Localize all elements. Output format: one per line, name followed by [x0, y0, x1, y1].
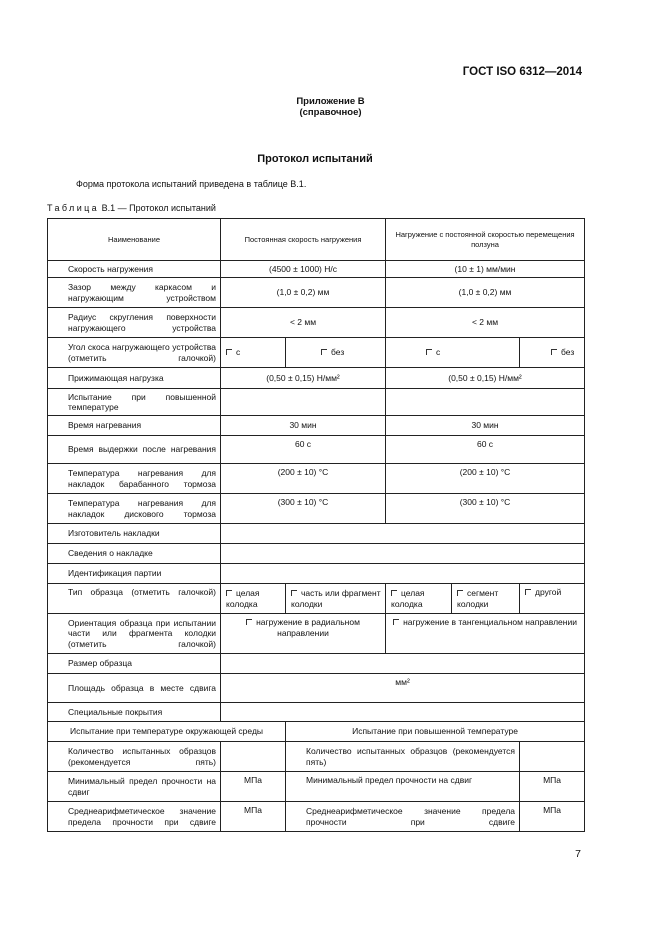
- sample-type-option-2[interactable]: часть или фрагмент колодки: [286, 584, 386, 614]
- table-row: [48, 436, 585, 464]
- table-row: [48, 524, 585, 544]
- header-name: Наименование: [48, 219, 221, 261]
- cell-value: (4500 ± 1000) Н/с: [221, 261, 386, 278]
- cell-empty: [386, 389, 585, 416]
- checkbox-icon[interactable]: [391, 590, 397, 596]
- table-row: [48, 722, 585, 742]
- table-row: [48, 464, 585, 494]
- cell-value: (10 ± 1) мм/мин: [386, 261, 585, 278]
- header-const-slide: Нагружение с постоянной скоростью перемещения ползуна: [386, 219, 585, 261]
- table-row: [48, 654, 585, 674]
- cell-empty: [221, 564, 585, 584]
- row-label: Площадь образца в месте сдвига: [48, 674, 221, 703]
- table-row: [48, 703, 585, 722]
- sample-type-option-4[interactable]: сегмент колодки: [452, 584, 520, 614]
- header-const-load: Постоянная скорость нагружения: [221, 219, 386, 261]
- row-label: Идентификация партии: [48, 564, 221, 584]
- table-row: [48, 416, 585, 436]
- table-row: [48, 368, 585, 389]
- sample-type-option-1[interactable]: целая колодка: [221, 584, 286, 614]
- table-row: [48, 674, 585, 703]
- sample-type-option-5[interactable]: другой: [520, 584, 585, 614]
- checkbox-icon[interactable]: [291, 590, 297, 596]
- checkbox-icon[interactable]: [525, 589, 531, 595]
- protocol-title: Протокол испытаний: [257, 153, 373, 165]
- cell-value: 30 мин: [221, 416, 386, 436]
- row-label: Температура нагревания для накладок барабанного тормоза: [48, 464, 221, 494]
- cell-unit: МПа: [221, 772, 286, 802]
- table-caption-word: Таблица: [47, 203, 100, 213]
- checkbox-icon[interactable]: [457, 590, 463, 596]
- row-label: Минимальный предел прочности на сдвиг: [48, 772, 221, 802]
- table-row: [48, 308, 585, 338]
- table-row: [48, 584, 585, 614]
- cell-empty: [221, 544, 585, 564]
- cell-empty: [221, 654, 585, 674]
- bevel-without-option-a[interactable]: без: [286, 338, 386, 368]
- row-label: Ориентация образца при испытании части или фрагмента колодки (отметить галочкой): [48, 614, 221, 654]
- page-number: 7: [575, 848, 581, 860]
- document-header: ГОСТ ISO 6312—2014: [462, 66, 582, 78]
- row-label: Минимальный предел прочности на сдвиг: [286, 772, 520, 802]
- table-caption: [47, 203, 216, 213]
- bevel-without-option-b[interactable]: без: [520, 338, 585, 368]
- row-label: Время нагревания: [48, 416, 221, 436]
- table-row: [48, 614, 585, 654]
- table-row: [48, 544, 585, 564]
- cell-unit: МПа: [520, 802, 585, 832]
- cell-unit: МПа: [520, 772, 585, 802]
- checkbox-icon[interactable]: [551, 349, 557, 355]
- cell-value: 60 с: [221, 436, 386, 464]
- row-label: Прижимающая нагрузка: [48, 368, 221, 389]
- sample-type-option-3[interactable]: целая колодка: [386, 584, 452, 614]
- cell-empty: [221, 703, 585, 722]
- cell-empty: [221, 389, 386, 416]
- row-label: Количество испытанных образцов (рекомендуется пять): [48, 742, 221, 772]
- row-label: Радиус скругления поверхности нагружающего устройства: [48, 308, 221, 338]
- row-label: Испытание при повышенной температуре: [48, 389, 221, 416]
- cell-value: мм²: [221, 674, 585, 703]
- annex-subtitle: (справочное): [299, 107, 362, 118]
- row-label: Тип образца (отметить галочкой): [48, 584, 221, 614]
- cell-value: (200 ± 10) °С: [221, 464, 386, 494]
- table-row: [48, 338, 585, 368]
- row-label: Зазор между каркасом и нагружающим устройством: [48, 278, 221, 308]
- cell-value: (300 ± 10) °С: [386, 494, 585, 524]
- checkbox-icon[interactable]: [321, 349, 327, 355]
- table-row: [48, 772, 585, 802]
- table-row: [48, 564, 585, 584]
- checkbox-icon[interactable]: [426, 349, 432, 355]
- table-caption-rest: В.1 — Протокол испытаний: [99, 203, 216, 213]
- cell-empty: [520, 742, 585, 772]
- row-label: Среднеарифметическое значение предела прочности при сдвиге: [48, 802, 221, 832]
- intro-text: Форма протокола испытаний приведена в таблице В.1.: [76, 179, 307, 189]
- row-label: Размер образца: [48, 654, 221, 674]
- orientation-radial-option[interactable]: нагружение в радиальном направлении: [221, 614, 386, 654]
- orientation-tangential-option[interactable]: нагружение в тангенциальном направлении: [386, 614, 585, 654]
- row-label: Сведения о накладке: [48, 544, 221, 564]
- checkbox-icon[interactable]: [393, 619, 399, 625]
- row-label: Среднеарифметическое значение предела прочности при сдвиге: [286, 802, 520, 832]
- protocol-table: [47, 218, 585, 832]
- row-label: Время выдержки после нагревания: [48, 436, 221, 464]
- table-row: [48, 261, 585, 278]
- checkbox-icon[interactable]: [246, 619, 252, 625]
- cell-value: < 2 мм: [221, 308, 386, 338]
- annex-title: Приложение В: [296, 96, 365, 107]
- cell-value: (1,0 ± 0,2) мм: [386, 278, 585, 308]
- row-label: Скорость нагружения: [48, 261, 221, 278]
- bevel-with-option-a[interactable]: с: [221, 338, 286, 368]
- table-row: [48, 742, 585, 772]
- row-label: Угол скоса нагружающего устройства (отметить галочкой): [48, 338, 221, 368]
- cell-value: 60 с: [386, 436, 585, 464]
- table-row: [48, 802, 585, 832]
- checkbox-icon[interactable]: [226, 590, 232, 596]
- cell-value: (300 ± 10) °С: [221, 494, 386, 524]
- row-label: Изготовитель накладки: [48, 524, 221, 544]
- checkbox-icon[interactable]: [226, 349, 232, 355]
- cell-value: (0,50 ± 0,15) Н/мм²: [386, 368, 585, 389]
- row-label: Специальные покрытия: [48, 703, 221, 722]
- row-label: Количество испытанных образцов (рекомендуется пять): [286, 742, 520, 772]
- ambient-test-header: Испытание при температуре окружающей среды: [48, 722, 286, 742]
- hot-test-header: Испытание при повышенной температуре: [286, 722, 585, 742]
- bevel-with-option-b[interactable]: с: [386, 338, 520, 368]
- cell-empty: [221, 524, 585, 544]
- cell-value: (200 ± 10) °С: [386, 464, 585, 494]
- cell-empty: [221, 742, 286, 772]
- table-row: [48, 494, 585, 524]
- table-row: [48, 389, 585, 416]
- cell-value: (0,50 ± 0,15) Н/мм²: [221, 368, 386, 389]
- cell-value: (1,0 ± 0,2) мм: [221, 278, 386, 308]
- table-row: [48, 278, 585, 308]
- row-label: Температура нагревания для накладок дискового тормоза: [48, 494, 221, 524]
- cell-value: 30 мин: [386, 416, 585, 436]
- cell-value: < 2 мм: [386, 308, 585, 338]
- table-header-row: [48, 219, 585, 261]
- cell-unit: МПа: [221, 802, 286, 832]
